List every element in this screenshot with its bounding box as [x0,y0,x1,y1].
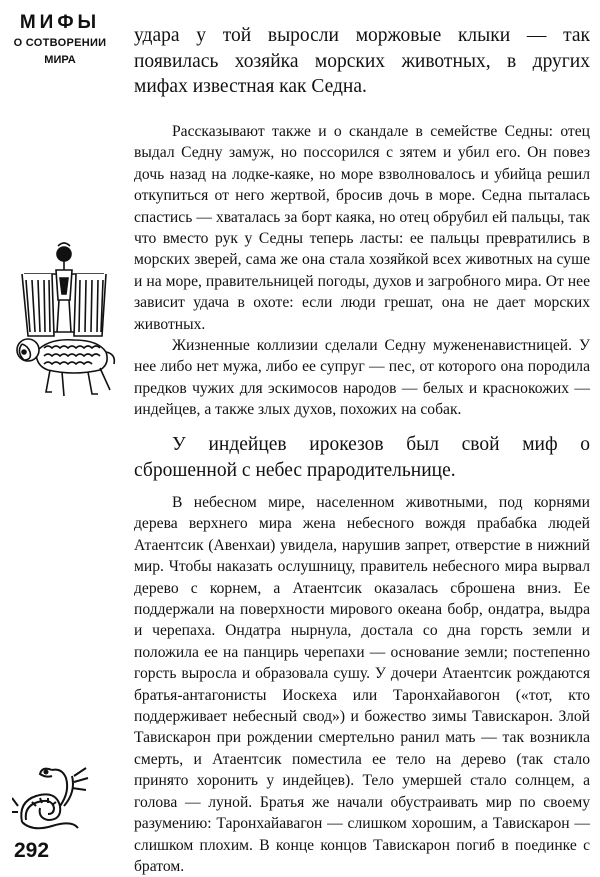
running-header-line-1: МИФЫ [19,12,101,33]
sedna-section [134,121,590,421]
running-header [10,12,110,68]
sedna-paragraph-2: Жизненные коллизии сделали Седну мужененавистницей. У нее либо нет мужа, либо ее супруг — пес, от которого она породила предков чужих для эскимосов народов — белых и краснокожих — индейцев, а также злых духов, похожих на собак. [134,337,590,419]
intro-paragraph [134,23,590,100]
page-number: 292 [14,839,50,862]
sedna-paragraph-1: Рассказывают также и о скандале в семействе Седны: отец выдал Седну замуж, но поссорился с зятем и убил его. Он повез дочь назад на лодке-каяке, но море взволновалось и убийца решил откупиться от него жертвой, бросив дочь в море. Седна пыталась спастись — хваталась за борт каяка, но отец обрубил ей пальцы, так что вместо рук у Седны теперь ласты: ее пальцы превратились в морских зверей, сама же она стала хозяйкой всех животных на суше и на море, правительницей погоды, духов и загробного мира. От нее зависит удача в охоте: если люди грешат, она не дает морских животных. [134,123,590,333]
running-header-line-2: О СОТВОРЕНИИ [13,37,107,49]
sedna-on-ram-illustration [14,240,122,402]
intro-text: удара у той выросли моржовые клыки — так появилась хозяйка морских животных, в других мифах известная как Седна. [134,25,590,97]
running-header-line-3: МИРА [44,54,76,66]
iroquois-lead-paragraph: У индейцев ирокезов был свой миф о сброшенной с небес прародительнице. [134,434,590,481]
iroquois-section [134,492,590,877]
iroquois-paragraph-1: В небесном мире, населенном животными, под корнями дерева верхнего мира жена небесного вождя прабабка людей Атаентсик (Авенхаи) увидела, нарушив запрет, отверстие в нижний мир. Чтобы наказать ослушницу, правитель небесного мира вырвал дерево с корнем, а Атаентсик оказалась сброшена вниз. Ее поддержали на поверхности мирового океана бобр, ондатра, выдра и черепаха. Ондатра нырнула, достала со дна горсть земли и положила ее на панцирь черепахи — основание земли; постепенно горсть выросла и образовала сушу. У дочери Атаентсик рождаются братья-антагонисты Иоскеха или Таронхайавогон («тот, кто поддерживает небесный свод») и божество зимы Тавискарон. Злой Тавискарон при рождении смертельно ранил мать — так возникла смерть, и Атаентсик поместила ее тело на дерево (так стало принято хоронить у индейцев). Тело умершей стало солнцем, а голова — луной. Братья же начали обустраивать мир по своему разумению: Таронхайавагон — слишком хорошим, а Тавискарон — слишком плохим. В конце концов Тавискарон погиб в поединке с братом. [134,494,590,875]
serpent-illustration [12,762,90,836]
